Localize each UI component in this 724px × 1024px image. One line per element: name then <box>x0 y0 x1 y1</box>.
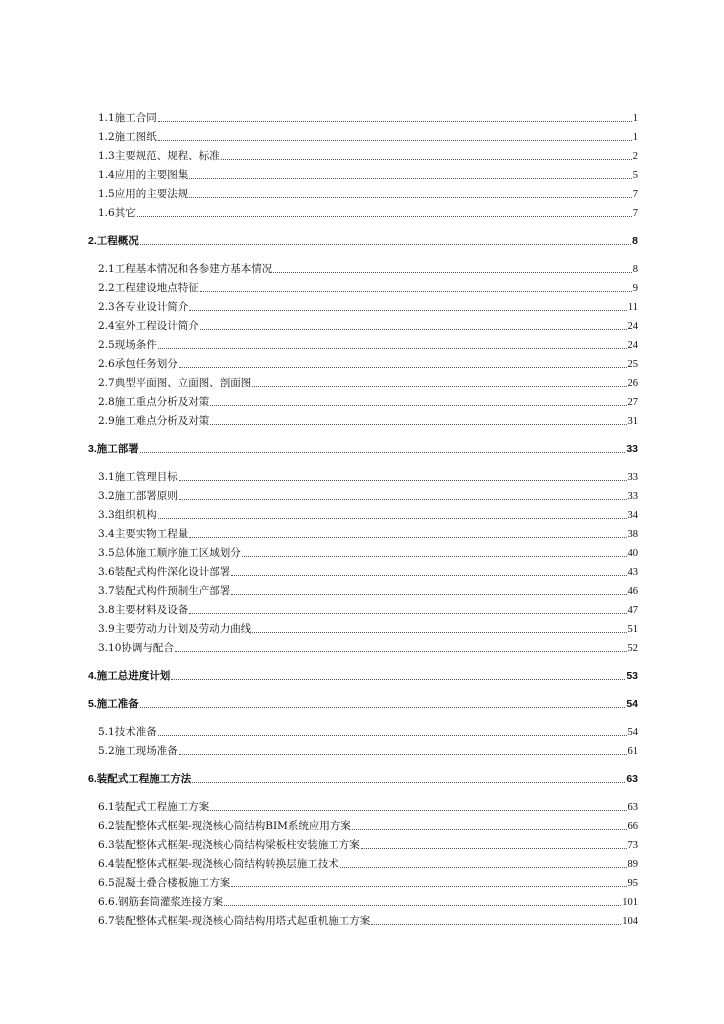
toc-section-entry[interactable] <box>88 871 638 890</box>
toc-dot-leader <box>179 367 627 368</box>
toc-entry-title: 2.1工程基本情况和各参建方基本情况 <box>98 263 273 275</box>
toc-dot-leader <box>189 537 626 538</box>
toc-section-entry[interactable] <box>88 720 638 739</box>
toc-entry-title: 3.6装配式构件深化设计部署 <box>98 566 231 578</box>
toc-section-entry[interactable] <box>88 636 638 655</box>
toc-page-number: 8 <box>632 264 638 275</box>
toc-dot-leader <box>210 424 626 425</box>
toc-page-number: 26 <box>627 378 638 389</box>
toc-entry-title: 3.8主要材料及设备 <box>98 604 189 616</box>
toc-entry-title: 5.施工准备 <box>88 698 139 710</box>
toc-dot-leader <box>140 452 626 453</box>
toc-dot-leader <box>252 386 626 387</box>
toc-entry-title: 3.施工部署 <box>88 443 139 455</box>
toc-page-number: 61 <box>627 746 638 757</box>
toc-page-number: 8 <box>632 235 638 247</box>
toc-dot-leader <box>179 499 627 500</box>
toc-dot-leader <box>192 782 625 783</box>
toc-page-number: 7 <box>632 208 638 219</box>
toc-entry-title: 2.9施工难点分析及对策 <box>98 415 210 427</box>
toc-page-number: 7 <box>632 189 638 200</box>
toc-section-entry[interactable] <box>88 814 638 833</box>
toc-entry-title: 3.10协调与配合 <box>98 642 174 654</box>
toc-dot-leader <box>140 707 626 708</box>
toc-entry-title: 5.2施工现场准备 <box>98 745 178 757</box>
toc-entry-title: 6.6.钢筋套筒灌浆连接方案 <box>98 896 224 908</box>
toc-dot-leader <box>252 632 626 633</box>
toc-entry-title: 6.7装配整体式框架-现浇核心筒结构用塔式起重机施工方案 <box>98 915 371 927</box>
toc-dot-leader <box>189 613 626 614</box>
toc-dot-leader <box>210 405 626 406</box>
toc-section-entry[interactable] <box>88 795 638 814</box>
toc-section-entry[interactable] <box>88 522 638 541</box>
toc-dot-leader <box>158 735 627 736</box>
toc-entry-title: 2.2工程建设地点特征 <box>98 282 199 294</box>
toc-entry-title: 1.3主要规范、规程、标准 <box>98 150 220 162</box>
toc-dot-leader <box>189 197 632 198</box>
toc-section-entry[interactable] <box>88 852 638 871</box>
toc-section-entry[interactable] <box>88 484 638 503</box>
toc-page-number: 27 <box>627 397 638 408</box>
toc-page-number: 54 <box>626 698 638 710</box>
toc-page-number: 34 <box>627 510 638 521</box>
toc-page-number: 51 <box>627 624 638 635</box>
toc-dot-leader <box>158 140 632 141</box>
toc-chapter-entry[interactable] <box>88 692 638 711</box>
toc-section-entry[interactable] <box>88 201 638 220</box>
toc-section-entry[interactable] <box>88 409 638 428</box>
toc-dot-leader <box>189 178 632 179</box>
toc-entry-title: 6.4装配整体式框架-现浇核心筒结构转换层施工技术 <box>98 858 339 870</box>
toc-dot-leader <box>224 905 621 906</box>
toc-entry-title: 1.5应用的主要法规 <box>98 188 189 200</box>
toc-page-number: 104 <box>622 916 638 927</box>
toc-page-number: 40 <box>627 548 638 559</box>
toc-page-number: 38 <box>627 529 638 540</box>
toc-page-number: 24 <box>627 340 638 351</box>
toc-dot-leader <box>200 329 627 330</box>
toc-dot-leader <box>158 121 632 122</box>
toc-section-entry[interactable] <box>88 833 638 852</box>
toc-section-entry[interactable] <box>88 739 638 758</box>
toc-section-entry[interactable] <box>88 909 638 928</box>
toc-entry-title: 2.5现场条件 <box>98 339 157 351</box>
toc-page-number: 9 <box>632 283 638 294</box>
toc-dot-leader <box>137 216 632 217</box>
toc-entry-title: 3.7装配式构件预制生产部署 <box>98 585 231 597</box>
toc-entry-title: 6.装配式工程施工方法 <box>88 773 192 785</box>
toc-entry-title: 3.4主要实物工程量 <box>98 528 189 540</box>
toc-dot-leader <box>221 159 632 160</box>
toc-page-number: 5 <box>632 170 638 181</box>
toc-chapter-entry[interactable] <box>88 664 638 683</box>
toc-page-number: 33 <box>626 443 638 455</box>
toc-section-entry[interactable] <box>88 890 638 909</box>
toc-dot-leader <box>140 244 631 245</box>
toc-section-entry[interactable] <box>88 579 638 598</box>
toc-dot-leader <box>200 291 632 292</box>
toc-section-entry[interactable] <box>88 314 638 333</box>
toc-page-number: 53 <box>626 670 638 682</box>
toc-entry-title: 6.1装配式工程施工方案 <box>98 801 210 813</box>
toc-entry-title: 2.6承包任务划分 <box>98 358 178 370</box>
toc-dot-leader <box>158 348 627 349</box>
toc-page-number: 54 <box>627 727 638 738</box>
toc-section-entry[interactable] <box>88 390 638 409</box>
toc-page-number: 24 <box>627 321 638 332</box>
toc-entry-title: 3.5总体施工顺序施工区域划分 <box>98 547 241 559</box>
toc-entry-title: 4.施工总进度计划 <box>88 670 171 682</box>
toc-entry-title: 3.3组织机构 <box>98 509 157 521</box>
toc-entry-title: 6.2装配整体式框架-现浇核心筒结构BIM系统应用方案 <box>98 820 351 832</box>
toc-entry-title: 3.2施工部署原则 <box>98 490 178 502</box>
toc-dot-leader <box>171 679 625 680</box>
toc-section-entry[interactable] <box>88 541 638 560</box>
toc-page-number: 101 <box>622 897 638 908</box>
toc-dot-leader <box>361 848 627 849</box>
toc-section-entry[interactable] <box>88 257 638 276</box>
toc-section-entry[interactable] <box>88 560 638 579</box>
toc-page-number: 52 <box>627 643 638 654</box>
toc-dot-leader <box>242 556 627 557</box>
toc-page-number: 63 <box>627 802 638 813</box>
toc-dot-leader <box>179 754 627 755</box>
toc-page-number: 47 <box>627 605 638 616</box>
toc-entry-title: 1.2施工图纸 <box>98 131 157 143</box>
toc-dot-leader <box>273 272 632 273</box>
toc-section-entry[interactable] <box>88 465 638 484</box>
toc-entry-title: 1.1施工合同 <box>98 112 157 124</box>
toc-section-entry[interactable] <box>88 617 638 636</box>
toc-page-number: 46 <box>627 586 638 597</box>
toc-dot-leader <box>175 651 627 652</box>
toc-entry-title: 6.3装配整体式框架-现浇核心筒结构梁板柱安装施工方案 <box>98 839 360 851</box>
toc-chapter-entry[interactable] <box>88 229 638 248</box>
table-of-contents <box>88 106 638 928</box>
toc-page-number: 73 <box>627 840 638 851</box>
toc-page-number: 43 <box>627 567 638 578</box>
toc-section-entry[interactable] <box>88 106 638 125</box>
toc-page-number: 89 <box>627 859 638 870</box>
toc-entry-title: 3.9主要劳动力计划及劳动力曲线 <box>98 623 252 635</box>
toc-dot-leader <box>371 924 621 925</box>
toc-page-number: 63 <box>626 773 638 785</box>
toc-chapter-entry[interactable] <box>88 767 638 786</box>
toc-section-entry[interactable] <box>88 598 638 617</box>
toc-page-number: 31 <box>627 416 638 427</box>
toc-section-entry[interactable] <box>88 503 638 522</box>
toc-section-entry[interactable] <box>88 333 638 352</box>
toc-dot-leader <box>352 829 627 830</box>
toc-dot-leader <box>210 810 626 811</box>
toc-section-entry[interactable] <box>88 182 638 201</box>
toc-entry-title: 2.8施工重点分析及对策 <box>98 396 210 408</box>
toc-section-entry[interactable] <box>88 371 638 390</box>
toc-page-number: 33 <box>627 472 638 483</box>
toc-entry-title: 1.4应用的主要图集 <box>98 169 189 181</box>
toc-chapter-entry[interactable] <box>88 437 638 456</box>
toc-section-entry[interactable] <box>88 352 638 371</box>
toc-page-number: 25 <box>627 359 638 370</box>
toc-dot-leader <box>158 518 627 519</box>
toc-page-number: 95 <box>627 878 638 889</box>
toc-page-number: 1 <box>632 113 638 124</box>
toc-entry-title: 2.4室外工程设计简介 <box>98 320 199 332</box>
toc-section-entry[interactable] <box>88 295 638 314</box>
toc-entry-title: 2.工程概况 <box>88 235 139 247</box>
toc-page-number: 11 <box>627 302 638 313</box>
toc-dot-leader <box>340 867 627 868</box>
toc-dot-leader <box>231 886 626 887</box>
toc-page-number: 1 <box>632 132 638 143</box>
toc-dot-leader <box>189 310 627 311</box>
toc-page-number: 33 <box>627 491 638 502</box>
toc-dot-leader <box>231 575 626 576</box>
toc-dot-leader <box>231 594 626 595</box>
toc-entry-title: 2.3各专业设计简介 <box>98 301 189 313</box>
toc-entry-title: 5.1技术准备 <box>98 726 157 738</box>
toc-entry-title: 3.1施工管理目标 <box>98 471 178 483</box>
toc-section-entry[interactable] <box>88 163 638 182</box>
toc-section-entry[interactable] <box>88 144 638 163</box>
toc-page-number: 2 <box>632 151 638 162</box>
toc-page-number: 66 <box>627 821 638 832</box>
toc-entry-title: 2.7典型平面图、立面图、剖面图 <box>98 377 252 389</box>
toc-entry-title: 6.5混凝土叠合楼板施工方案 <box>98 877 231 889</box>
toc-dot-leader <box>179 480 627 481</box>
toc-entry-title: 1.6其它 <box>98 207 136 219</box>
toc-section-entry[interactable] <box>88 276 638 295</box>
toc-section-entry[interactable] <box>88 125 638 144</box>
